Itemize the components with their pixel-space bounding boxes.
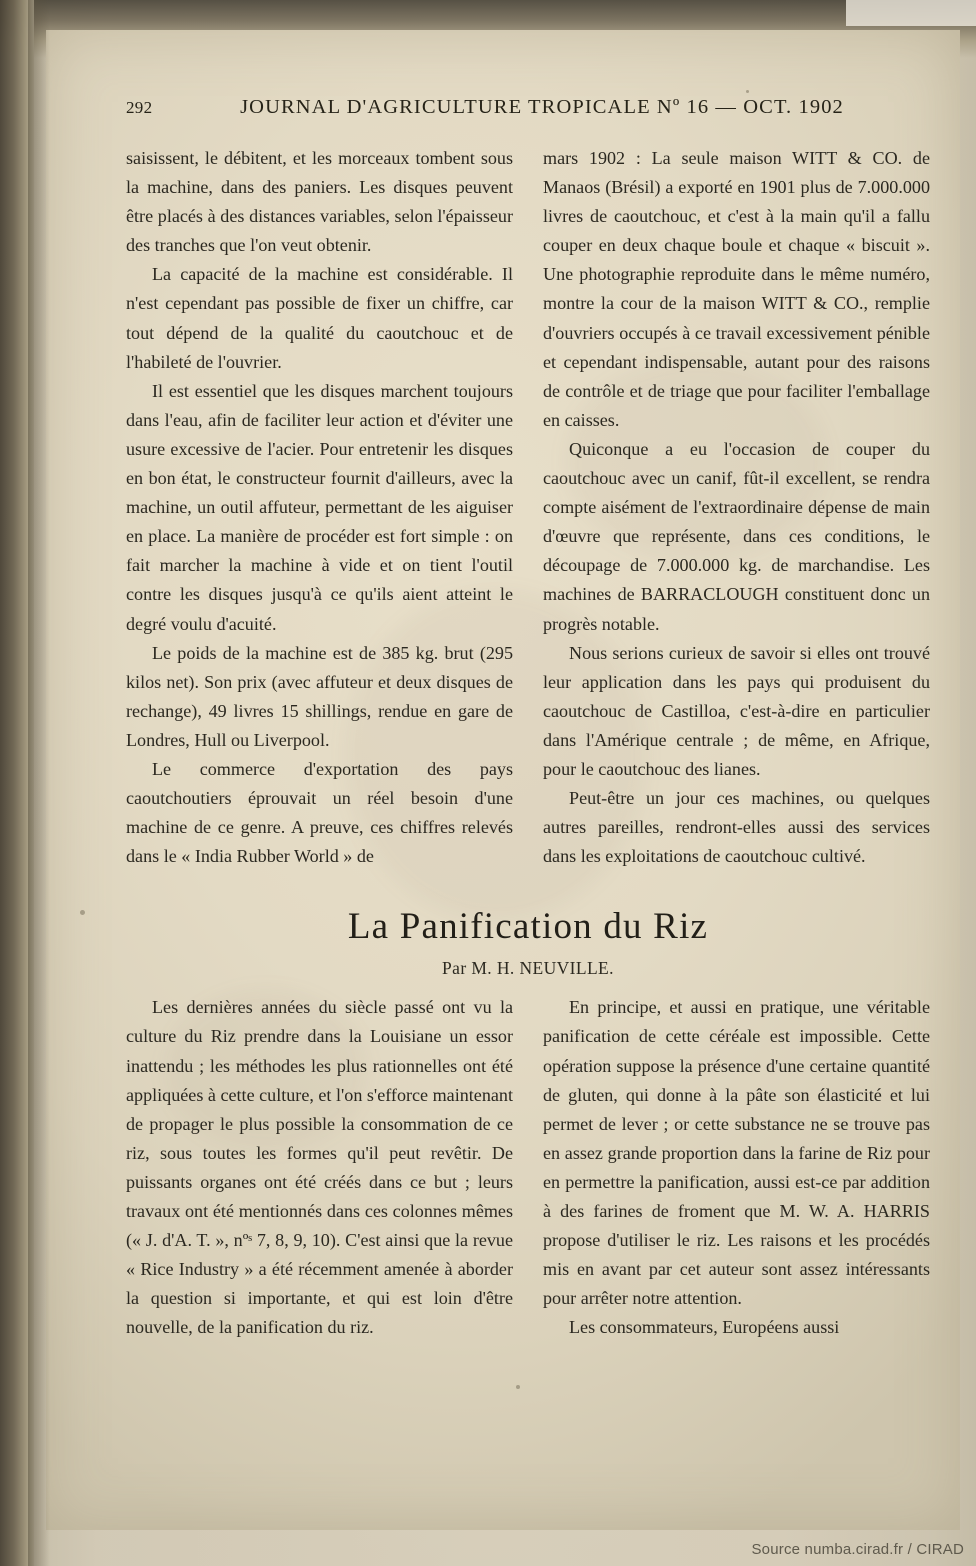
paragraph: Nous serions curieux de savoir si elles ont trouvé leur application dans les pays qui produisent du caoutchouc de Castilloa, c'est-à-dire en particulier dans l'Amérique centrale ; de même, en Afrique, pour le caoutchouc des lianes. bbox=[543, 642, 930, 779]
paragraph: saisissent, le débitent, et les morceaux tombent sous la machine, dans des paniers. Les disques peuvent être placés à des distances variables, selon l'épaisseur des tranches que l'on veut obtenir. bbox=[126, 148, 513, 256]
paragraph: En principe, et aussi en pratique, une véritable panification de cette céréale est impossible. Cette opération suppose la présence d'une certaine quantité de gluten, qui donne à la pâte son élasticité et lui permet de lever ; or cette substance ne se trouve pas en assez grande proportion dans la farine de Riz pour en permettre la panification, aussi est-ce par addition à des farines de froment que M. W. A. HARRIS propose d'utiliser le riz. Les raisons et les procédés mis en avant par cet auteur sont assez intéressants pour arrêter notre attention. bbox=[543, 997, 930, 1309]
paragraph: Les consommateurs, Européens aussi bbox=[569, 1317, 840, 1338]
article-byline: Par M. H. NEUVILLE. bbox=[442, 958, 614, 979]
paragraph: Il est essentiel que les disques marchent toujours dans l'eau, afin de faciliter leur action et d'éviter une usure excessive de l'acier. Pour entretenir les disques en bon état, le constructeur fournit d'ailleurs, avec la machine, un outil affuteur, permettant de les aiguiser en place. La manière de procéder est fort simple : on fait marcher la machine à vide et on tient l'outil contre les disques jusqu'à ce qu'ils aient atteint le degré voulu d'acuité. bbox=[126, 380, 513, 634]
scan-corner-card bbox=[846, 0, 976, 26]
article-header bbox=[126, 905, 930, 979]
paragraph: Le commerce d'exportation des pays caoutchoutiers éprouvait un réel besoin d'une machine de ce genre. A preuve, ces chiffres relevés dans le « India Rubber World » de bbox=[126, 758, 513, 867]
running-head bbox=[126, 96, 930, 126]
paragraph: Peut-être un jour ces machines, ou quelques autres pareilles, rendront-elles aussi des services dans les exploitations de caoutchouc cultivé. bbox=[543, 788, 930, 867]
column-right bbox=[543, 144, 930, 871]
paragraph: La capacité de la machine est considérable. Il n'est cependant pas possible de fixer un chiffre, car tout dépend de la qualité du caoutchouc et de l'habileté de l'ouvrier. bbox=[126, 264, 513, 372]
source-credit: Source numba.cirad.fr / CIRAD bbox=[751, 1541, 964, 1558]
article-column-left bbox=[126, 993, 513, 1342]
article-two-column-body bbox=[126, 993, 930, 1342]
book-gutter-gradient bbox=[28, 0, 50, 1566]
paragraph: Les dernières années du siècle passé ont vu la culture du Riz prendre dans la Louisiane un essor inattendu ; les méthodes les plus rationnelles ont été appliquées à cette culture, et l'on s'efforce maintenant de propager le plus possible la consommation de ce riz, sous toutes les formes qu'il peut revêtir. De puissants organes ont été créés dans ce but ; leurs travaux ont été mentionnés dans ces colonnes mêmes (« J. d'A. T. », nºˢ 7, 8, 9, 10). C'est ainsi que la revue « Rice Industry » a été récemment amenée à aborder la question si importante, et qui est loin d'être nouvelle, de la panification du riz. bbox=[126, 997, 513, 1338]
column-left bbox=[126, 144, 513, 871]
two-column-body bbox=[126, 144, 930, 871]
article-title: La Panification du Riz bbox=[347, 906, 709, 948]
paragraph: Quiconque a eu l'occasion de couper du caoutchouc avec un canif, fût-il excellent, se rendra compte aisément de l'extraordinaire dépense de main d'œuvre que représente, dans ces conditions, le découpage de 7.000.000 kg. de marchandise. Les machines de BARRACLOUGH constituent donc un progrès notable. bbox=[543, 438, 930, 634]
article-column-right bbox=[543, 993, 930, 1342]
page-number: 292 bbox=[126, 98, 153, 117]
paragraph: mars 1902 : La seule maison WITT & CO. de Manaos (Brésil) a exporté en 1901 plus de 7.000.000 livres de caoutchouc, et c'est à la main qu'il a fallu couper en deux chaque boule et chaque « biscuit ». Une photographie reproduite dans le même numéro, montre la cour de la maison WITT & CO., remplie d'ouvriers occupés à ce travail excessivement pénible et cependant indispensable, autant pour des raisons de contrôle et de triage que pour faciliter l'emballage en caisses. bbox=[543, 148, 930, 430]
page-content bbox=[126, 96, 930, 1342]
paragraph: Le poids de la machine est de 385 kg. brut (295 kilos net). Son prix (avec affuteur et deux disques de rechange), 49 livres 15 shillings, rendue en gare de Londres, Hull ou Liverpool. bbox=[126, 642, 513, 750]
journal-title: JOURNAL D'AGRICULTURE TROPICALE Nº 16 — OCT. 1902 bbox=[240, 96, 844, 118]
